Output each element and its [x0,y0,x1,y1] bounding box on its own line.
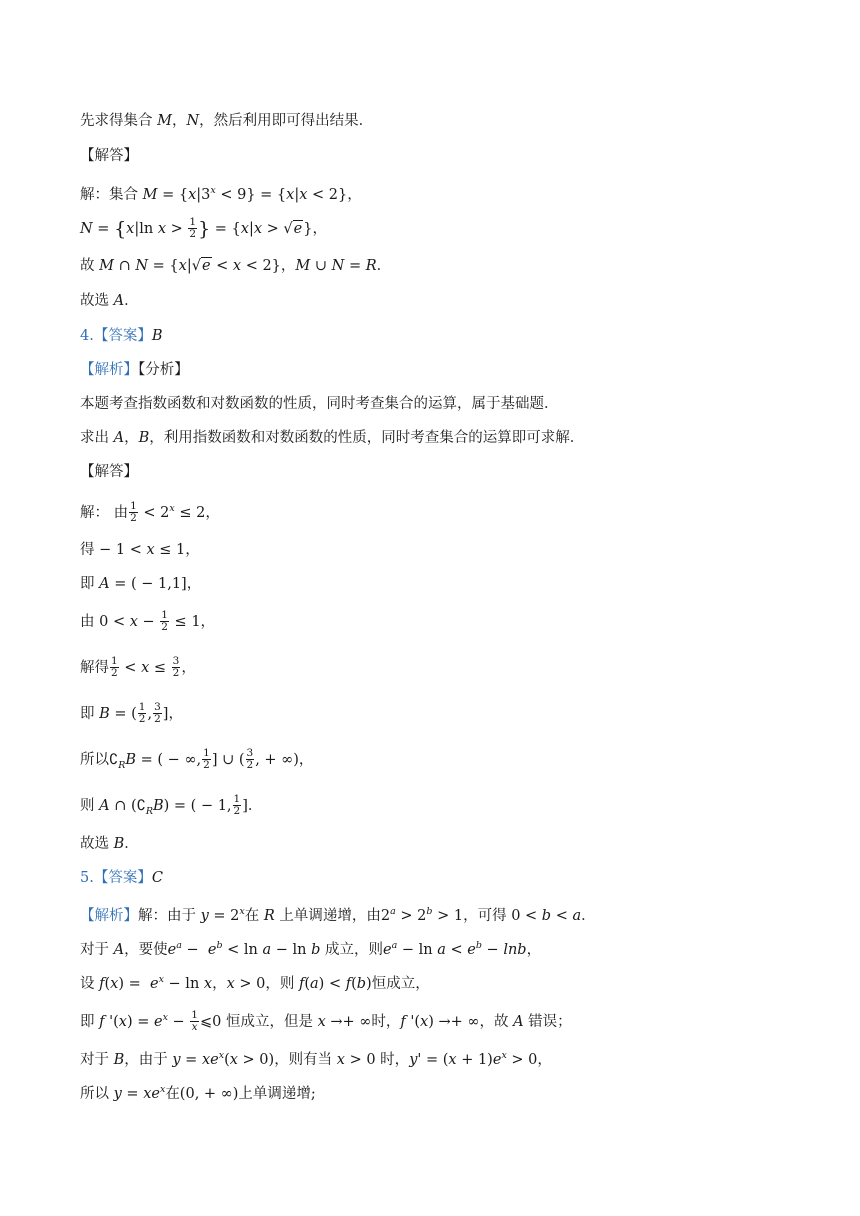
text-line: 即 A = ( − 1,1]， [80,576,202,592]
question-4-answer-line: 4.【答案】B [80,328,163,344]
text-line: 解得 $\frac{1}{2}$ < x ≤ $\frac{3}{2}$ ， [80,655,196,679]
text-line: 所以 $y = xe^x$在(0, + ∞)上单调递增; [80,1084,316,1102]
text-line: 则 A ∩ $(∁_RB)$ = ( − 1, $\frac{1}{2}$ ]． [80,793,263,817]
text-line: 解：集合 $M = \{x|3^x < 9\} = \{x|x < 2\}$， [80,185,362,203]
text-line: 得 − 1 < x ≤ 1， [80,542,200,558]
text-line: 故 M ∩ N = {x|√e < x < 2}，M ∪ N = R． [80,258,392,274]
text-line: 对于 A，要使$e^a - e^b < \ln a - \ln b$ 成立，则$e^a - \ln a < e^b - \ln b$， [80,940,542,958]
text-line [80,111,373,131]
text-line: 故选 B． [80,836,139,852]
text-line: 由 0 < x − $\frac{1}{2}$ ≤ 1， [80,609,216,633]
text-line: 所以$∁_RB$ = ( − ∞, $\frac{1}{2}$ ] ∪ ( $\frac{3}{2}$ , + ∞)， [80,747,314,771]
section-label-jieda: 【解答】 [80,148,138,164]
question-5-answer-line: 5.【答案】C [80,870,163,886]
text-line: 即 f '$(x) = e^x$ − $\frac{1}{x}$ ⩽0 恒成立，但是 x →+ ∞时，f '(x) →+ ∞，故 A 错误； [80,1009,572,1034]
text-line: 对于 B，由于 $y = xe^x(x > 0)$，则有当 x > 0 时，$y' = (x + 1)e^x > 0$， [80,1050,552,1068]
text-line: 求出 A，B，利用指数函数和对数函数的性质，同时考查集合的运算即可求解． [80,430,585,446]
text-content: 先求得集合 M，N，然后利用即可得出结果． [80,113,374,129]
text-line: 故选 A． [80,293,139,309]
text-line: 解： 由 $\frac{1}{2}$ < $2^x \le 2$， [80,500,220,525]
question-5-analysis-line: 【解析】解：由于 $y = 2^x$在 R 上单调递增，由$2^a > 2^b > 1$，可得 0 < b < a． [80,906,596,924]
text-line: 本题考查指数函数和对数函数的性质，同时考查集合的运算，属于基础题． [80,396,559,412]
text-line: 即 B = ( $\frac{1}{2}$ , $\frac{3}{2}$ ]， [80,701,183,725]
section-label-jieda: 【解答】 [80,464,138,480]
text-line: 设 $f(x) = e^x - \ln x$，x > 0，则 f(a) < f(b)恒成立， [80,974,430,992]
text-line: N = {x|ln x > $\frac{1}{2}$ } = {x|x > √e}， [80,216,327,240]
question-4-analysis-line: 【解析】【分析】 [80,362,189,378]
